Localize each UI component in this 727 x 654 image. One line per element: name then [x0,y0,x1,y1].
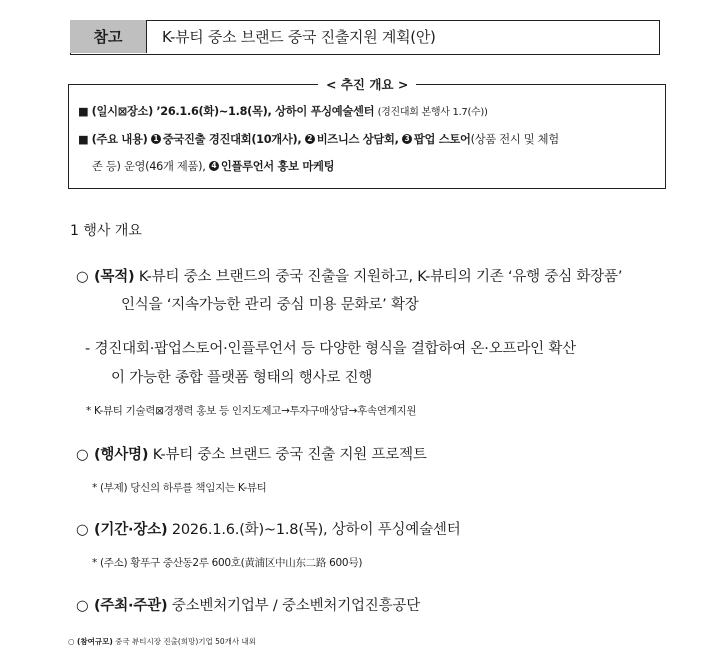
circle-bullet-icon: ○ [76,447,89,463]
event-name-text: K-뷰티 중소 브랜드 중국 진출 지원 프로젝트 [152,447,427,463]
number-2-icon: 2 [305,134,315,144]
format-text-cont: 이 가능한 종합 플랫폼 형태의 행사로 진행 [111,370,373,386]
purpose-text-cont: 인식을 ‘지속가능한 관리 중심 미용 문화로’ 확장 [121,297,419,313]
square-bullet-icon: ■ [78,133,89,146]
number-3-icon: 3 [402,134,412,144]
document-title: K-뷰티 중소 브랜드 중국 진출지원 계획(안) [162,28,436,46]
item-period-place [76,518,461,539]
item-purpose [76,265,622,286]
square-bullet-icon: ■ [78,105,89,118]
number-1-icon: 1 [151,134,161,144]
purpose-text: K-뷰티 중소 브랜드의 중국 진출을 지원하고, K-뷰티의 기존 ‘유행 중심 화장품’ [138,269,623,285]
schedule-value: ’26.1.6(화)~1.8(목), 상하이 푸싱예술센터 [156,105,375,118]
contents-label: (주요 내용) [91,133,148,146]
host-label: (주최·주관) [94,598,168,614]
contents-item-4: 인플루언서 홍보 마케팅 [220,160,335,173]
event-name-label: (행사명) [94,447,149,463]
number-4-icon: 4 [209,161,219,171]
participation-label: (참여규모) [76,637,113,646]
item-event-name [76,443,427,464]
contents-item-2: 비즈니스 상담회, [316,133,399,146]
participation-text: 중국 뷰티시장 진출(희망)기업 50개사 내외 [115,637,257,646]
contents-item-3: 팝업 스토어 [413,133,471,146]
circle-bullet-icon: ○ [76,269,89,285]
address-note: * (주소) 황푸구 중산동2루 600호(黄浦区中山东二路 600号) [92,557,363,569]
participation-scale-line [68,636,256,647]
contents-item-3-note: (상품 전시 및 체험 [470,133,559,146]
event-subtitle-note: * (부제) 당신의 하루를 책임지는 K-뷰티 [92,482,267,494]
summary-heading: < 추진 개요 > [318,75,416,93]
period-label: (기간·장소) [94,522,168,538]
circle-bullet-icon: ○ [68,637,75,646]
format-note: * K-뷰티 기술력⊠경쟁력 홍보 등 인지도제고→투자구매상담→후속연계지원 [86,405,417,417]
schedule-label: (일시⊠장소) [91,105,154,118]
item-host [76,594,420,615]
sub-item-format [85,337,576,358]
circle-bullet-icon: ○ [76,522,89,538]
section-title: 1 행사 개요 [70,223,142,239]
summary-line-contents [78,131,559,147]
circle-bullet-icon: ○ [76,598,89,614]
reference-tag: 참고 [70,20,147,53]
summary-line-contents-cont [92,158,334,174]
summary-line-schedule [78,103,488,119]
contents-item-1: 중국진출 경진대회(10개사), [162,133,302,146]
format-text: 경진대회·팝업스토어·인플루언서 등 다양한 형식을 결합하여 온·오프라인 확산 [94,341,576,357]
contents-cont-text: 존 등) 운영(46개 제품), [92,160,206,173]
purpose-label: (목적) [94,269,135,285]
dash-bullet: - [85,341,91,357]
period-text: 2026.1.6.(화)~1.8(목), 상하이 푸싱예술센터 [171,522,461,538]
host-text: 중소벤처기업부 / 중소벤처기업진흥공단 [171,598,421,614]
schedule-note: (경진대회 본행사 1.7(수)) [377,107,488,118]
